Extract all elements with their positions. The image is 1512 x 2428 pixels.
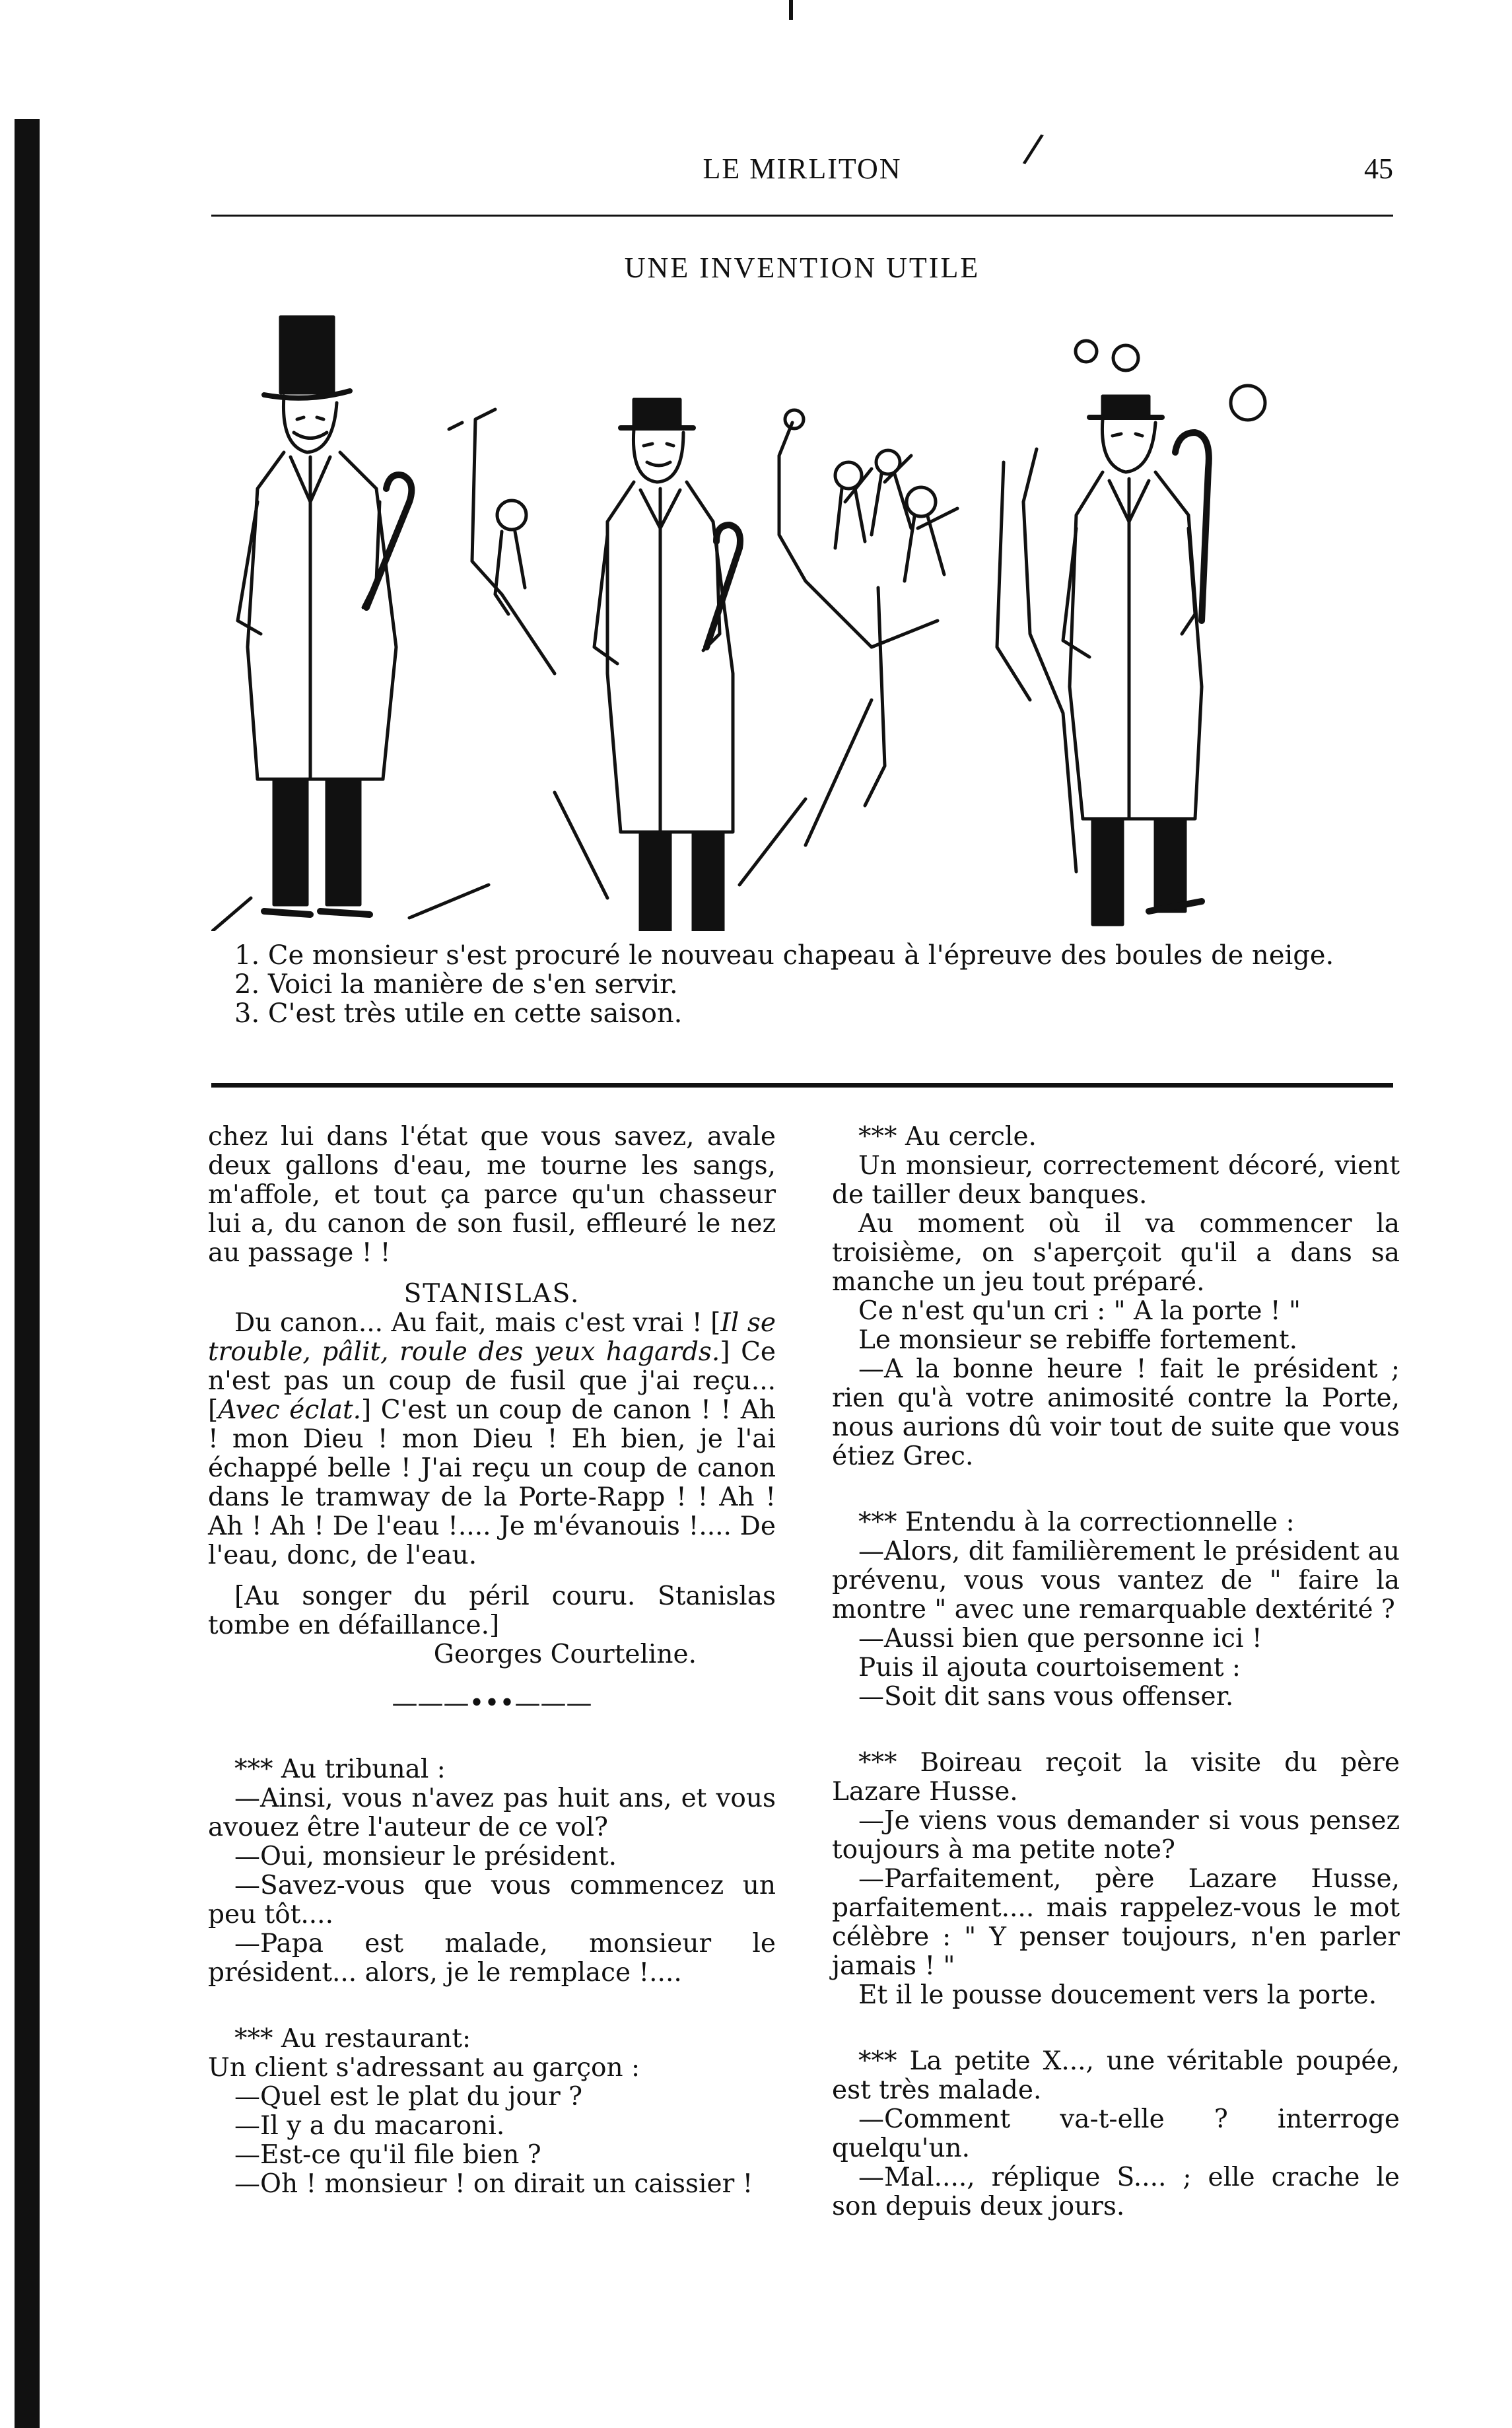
cartoon-title: UNE INVENTION UTILE <box>624 252 980 284</box>
anecdote-line: —Savez-vous que vous commencez un peu tôt.... <box>208 1871 776 1929</box>
anecdote-line: —Oui, monsieur le président. <box>234 1842 617 1871</box>
panel-2-gentleman <box>594 399 957 931</box>
anecdote-line: —Est-ce qu'il file bien ? <box>234 2140 541 2170</box>
anecdote-line: Au moment où il va commencer la troisième, on s'aperçoit qu'il a dans sa manche un jeu tout préparé. <box>832 1209 1400 1297</box>
author-signature: Georges Courteline. <box>433 1640 697 1669</box>
panel-1-gentleman <box>211 317 607 931</box>
caption-3: 3. C'est très utile en cette saison. <box>234 998 683 1029</box>
anecdote-line: Puis il ajouta courtoisement : <box>858 1653 1241 1682</box>
anecdote-line: —Il y a du macaroni. <box>234 2111 505 2141</box>
page-edge-shadow <box>15 119 40 2428</box>
anecdote-heading: *** Au tribunal : <box>234 1754 446 1784</box>
stage-direction: [Au songer du péril couru. Stanislas tombe en défaillance.] <box>208 1581 776 1640</box>
section-rule <box>211 1083 1393 1088</box>
story-paragraph: chez lui dans l'état que vous savez, avale deux gallons d'eau, me tourne les sangs, m'affole, et tout ça parce qu'un chasseur lui a, du canon de son fusil, effleuré le nez au passage ! ! <box>208 1122 776 1268</box>
running-header <box>211 152 1393 198</box>
anecdote-line: —Oh ! monsieur ! on dirait un caissier ! <box>234 2169 753 2199</box>
anecdote-line: —Alors, dit familièrement le président au prévenu, vous vous vantez de " faire la montre " avec une remarquable dextérité ? <box>832 1537 1400 1624</box>
right-column <box>832 1123 1400 2221</box>
running-title: LE MIRLITON <box>703 153 902 185</box>
speaker-name: STANISLAS. <box>403 1279 580 1309</box>
header-rule <box>211 215 1393 217</box>
anecdote-line: Et il le pousse doucement vers la porte. <box>858 1980 1377 2010</box>
anecdote-line: —Je viens vous demander si vous pensez toujours à ma petite note? <box>832 1806 1400 1865</box>
anecdote-line: —Comment va-t-elle ? interroge quelqu'un. <box>832 2104 1400 2163</box>
cartoon-captions <box>234 941 1390 1028</box>
anecdote-heading: *** Au cercle. <box>858 1122 1037 1152</box>
anecdote-line: —Mal...., réplique S.... ; elle crache le son depuis deux jours. <box>832 2163 1400 2221</box>
panel-3-gentleman <box>997 341 1265 924</box>
top-margin-mark <box>789 0 793 20</box>
anecdote-line: —Soit dit sans vous offenser. <box>858 1682 1234 1712</box>
caption-1: 1. Ce monsieur s'est procuré le nouveau chapeau à l'épreuve des boules de neige. <box>234 940 1334 971</box>
anecdote-line: —Parfaitement, père Lazare Husse, parfaitement.... mais rappelez-vous le mot célèbre : " Y penser toujours, n'en parler jamais ! " <box>832 1864 1400 1981</box>
anecdote-line: Ce n'est qu'un cri : " A la porte ! " <box>858 1296 1301 1326</box>
left-column <box>208 1123 776 2199</box>
anecdote-line: —A la bonne heure ! fait le président ; rien qu'à votre animosité contre la Porte, nous aurions dû voir tout de suite que vous étiez Grec. <box>832 1354 1400 1471</box>
anecdote-heading: *** La petite X..., une véritable poupée, est très malade. <box>832 2046 1400 2105</box>
anecdote-line: —Quel est le plat du jour ? <box>234 2082 583 2112</box>
cartoon-illustration <box>211 304 1393 931</box>
caption-2: 2. Voici la manière de s'en servir. <box>234 969 678 1000</box>
anecdote-line: Le monsieur se rebiffe fortement. <box>858 1325 1298 1355</box>
anecdote-line: —Ainsi, vous n'avez pas huit ans, et vous avouez être l'auteur de ce vol? <box>208 1784 776 1842</box>
margin-tick: / <box>1021 124 1046 173</box>
anecdote-line: Un monsieur, correctement décoré, vient de tailler deux banques. <box>832 1151 1400 1210</box>
anecdote-line: —Aussi bien que personne ici ! <box>858 1624 1262 1653</box>
page-number: 45 <box>1364 153 1393 185</box>
anecdote-heading: *** Au restaurant: <box>234 2024 471 2054</box>
anecdote-heading: *** Boireau reçoit la visite du père Lazare Husse. <box>832 1748 1400 1807</box>
ornament-divider: ———•••——— <box>392 1688 592 1718</box>
story-paragraph: Du canon... Au fait, mais c'est vrai ! [Il se trouble, pâlit, roule des yeux hagards.] Ce n'est pas un coup de fusil que j'ai reçu... [Avec éclat.] C'est un coup de canon ! ! Ah ! mon Dieu ! mon Dieu ! Eh bien, je l'ai échappé belle ! J'ai reçu un coup de canon dans le tramway de la Porte-Rapp ! ! Ah ! Ah ! Ah ! De l'eau !.... Je m'évanouis !.... De l'eau, donc, de l'eau. <box>208 1308 776 1570</box>
anecdote-heading: *** Entendu à la correctionnelle : <box>858 1508 1295 1537</box>
anecdote-line: —Papa est malade, monsieur le président... alors, je le remplace !.... <box>208 1929 776 1988</box>
anecdote-line: Un client s'adressant au garçon : <box>208 2053 640 2083</box>
